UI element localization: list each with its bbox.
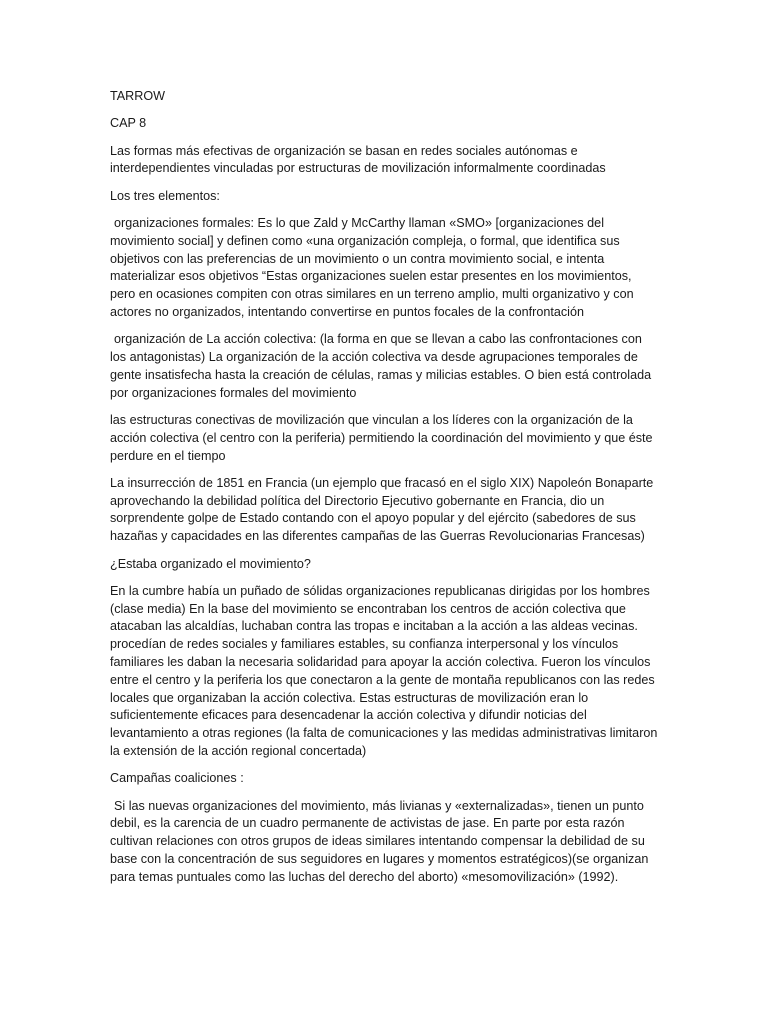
connective-structures-paragraph: las estructuras conectivas de movilización que vinculan a los líderes con la organización de la acción colectiva (el centro con la periferia) permitiendo la coordinación del movimiento y que éste perdure en el tiempo xyxy=(110,412,653,463)
campaigns-heading: Campañas coaliciones : xyxy=(110,771,244,786)
document-page xyxy=(110,88,658,896)
formal-organizations-paragraph: organizaciones formales: Es lo que Zald y McCarthy llaman «SMO» [organizaciones del movimiento social] y definen como «una organización compleja, o formal, que identifica sus objetivos con las preferencias de un movimiento o un contra movimiento social, e intenta materializar esos objetivos “Estas organizaciones suelen estar presentes en los movimientos, pero en ocasiones compiten con otras similares en un terreno amplio, multi organizativo y con actores no organizados, intentando convertirse en puntos focales de la confrontación xyxy=(110,215,634,319)
question-heading: ¿Estaba organizado el movimiento? xyxy=(110,556,311,571)
intro-paragraph: Las formas más efectivas de organización se basan en redes sociales autónomas e interdependientes vinculadas por estructuras de movilización informalmente coordinadas xyxy=(110,143,606,176)
collective-action-paragraph: organización de La acción colectiva: (la forma en que se llevan a cabo las confrontaciones con los antagonistas) La organización de la acción colectiva va desde agrupaciones temporales de gente insatisfecha hasta la creación de células, ramas y milicias estables. O bien está controlada por organizaciones formales del movimiento xyxy=(110,332,652,400)
new-organizations-paragraph: Si las nuevas organizaciones del movimiento, más livianas y «externalizadas», tienen un punto debil, es la carencia de un cuadro permanente de activistas de jase. En parte por esta razón cultivan relaciones con otros grupos de ideas similares intentando compensar la debilidad de su base con la concentración de sus seguidores en lugares y momentos estratégicos)(se organizan para temas puntuales como las luchas del derecho del aborto) «mesomovilización» (1992). xyxy=(110,798,649,884)
chapter-heading: CAP 8 xyxy=(110,116,147,131)
summit-paragraph: En la cumbre había un puñado de sólidas organizaciones republicanas dirigidas por los hombres (clase media) En la base del movimiento se encontraban los centros de acción colectiva que atacaban las alcaldías, luchaban contra las tropas e incitaban a la acción a las aldeas vecinas. procedían de redes sociales y familiares estables, su confianza interpersonal y los vínculos familiares les daban la necesaria solidaridad para apoyar la acción colectiva. Fueron los vínculos entre el centro y la periferia los que conectaron a la gente de montaña republicanos con las redes locales que organizaban la acción colectiva. Estas estructuras de movilización eran lo suficientemente eficaces para desencadenar la acción colectiva y difundir noticias del levantamiento a otras regiones (la falta de comunicaciones y las medidas administrativas limitaron la extensión de la acción regional concertada) xyxy=(110,583,658,758)
author-heading: TARROW xyxy=(110,89,166,103)
elements-heading: Los tres elementos: xyxy=(110,188,220,203)
insurrection-paragraph: La insurrección de 1851 en Francia (un ejemplo que fracasó en el siglo XIX) Napoleón Bonaparte aprovechando la debilidad política del Directorio Ejecutivo gobernante en Francia, dio un sorprendente golpe de Estado contando con el apoyo popular y del ejército (sabedores de sus hazañas y capacidades en las diferentes campañas de las Guerras Revolucionarias Francesas) xyxy=(110,475,654,544)
